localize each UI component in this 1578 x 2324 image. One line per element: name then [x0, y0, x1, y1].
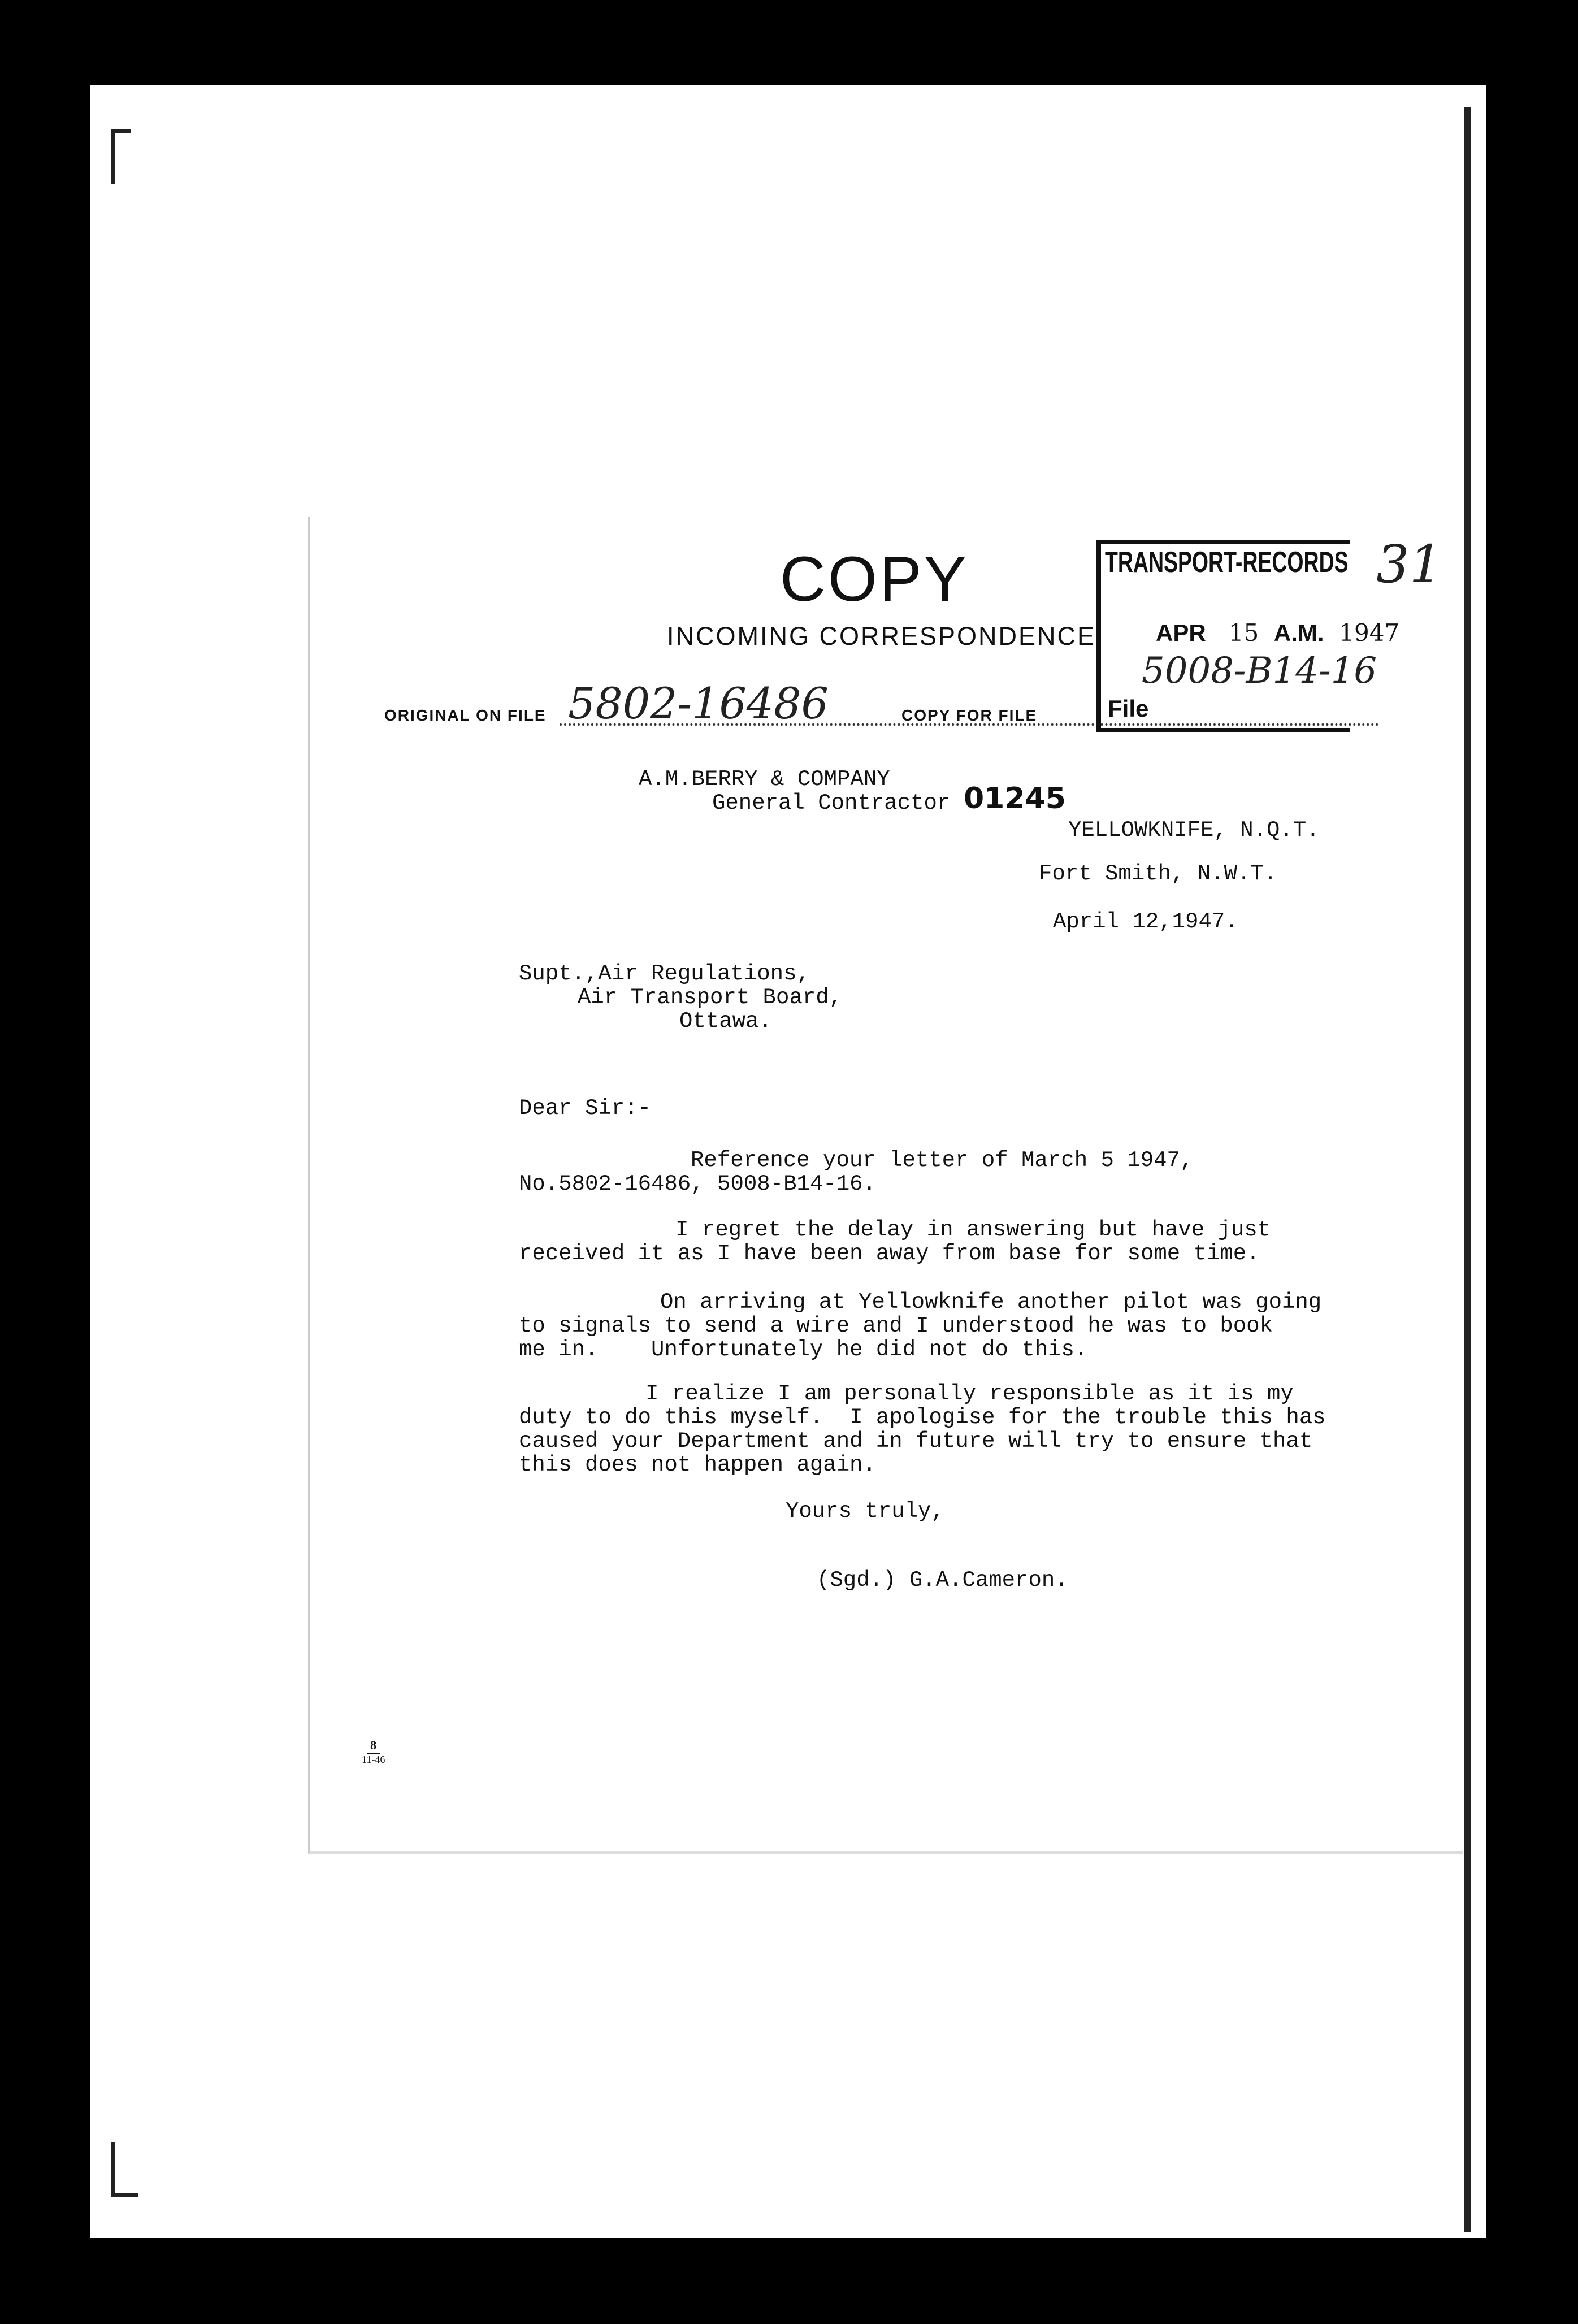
stamp-file-number: 5008-B14-16 — [1142, 650, 1377, 692]
paragraph-2-line-1: I regret the delay in answering but have just — [675, 1217, 1271, 1242]
paragraph-1-line-1: Reference your letter of March 5 1947, — [691, 1148, 1194, 1173]
paragraph-4-line-2: duty to do this myself. I apologise for the trouble this has — [519, 1405, 1326, 1430]
stamp-year: 1947 — [1339, 619, 1400, 647]
company-name: A.M.BERRY & COMPANY — [639, 767, 890, 792]
form-date: 11-46 — [362, 1754, 385, 1765]
paragraph-3-line-2: to signals to send a wire and I understood he was to book — [519, 1313, 1273, 1338]
page-right-edge — [1464, 107, 1471, 2232]
salutation: Dear Sir:- — [519, 1096, 652, 1121]
stamp-day: 15 — [1228, 619, 1259, 647]
form-code — [362, 1738, 385, 1766]
stamp-date — [1156, 619, 1399, 647]
paragraph-3-line-1: On arriving at Yellowknife another pilot was going — [660, 1290, 1322, 1315]
original-on-file-label: ORIGINAL ON FILE — [384, 706, 547, 724]
reference-number: 01245 — [964, 782, 1066, 816]
recipient-line-2: Air Transport Board, — [578, 985, 843, 1010]
original-on-file-value: 5802-16486 — [568, 678, 829, 729]
paragraph-1-line-2: No.5802-16486, 5008-B14-16. — [519, 1172, 876, 1196]
stamp-month: APR — [1156, 619, 1206, 646]
company-subtitle: General Contractor — [712, 791, 951, 816]
page-number: 31 — [1376, 534, 1443, 595]
form-title: COPY — [780, 544, 969, 614]
recipient-line-1: Supt.,Air Regulations, — [519, 961, 810, 986]
form-subtitle: INCOMING CORRESPONDENCE — [667, 622, 1096, 651]
signature: (Sgd.) G.A.Cameron. — [817, 1568, 1068, 1593]
paragraph-3-line-3: me in. Unfortunately he did not do this. — [519, 1337, 1088, 1362]
crop-mark-top-left — [111, 129, 131, 184]
copy-for-file-label: COPY FOR FILE — [901, 706, 1038, 724]
stamp-file-label: File — [1108, 695, 1149, 722]
stamp-ampm: A.M. — [1273, 619, 1324, 646]
paragraph-4-line-3: caused your Department and in future will try to ensure that — [519, 1429, 1313, 1454]
location-line-2: Fort Smith, N.W.T. — [1039, 861, 1277, 886]
stamp-title: TRANSPORT-RECORDS — [1105, 546, 1349, 579]
paragraph-4-line-4: this does not happen again. — [519, 1452, 876, 1477]
paragraph-2-line-2: received it as I have been away from base for some time. — [519, 1241, 1260, 1266]
location-line-1: YELLOWKNIFE, N.Q.T. — [1068, 818, 1320, 843]
crop-mark-bottom-left — [111, 2142, 138, 2197]
paragraph-4-line-1: I realize I am personally responsible as it is my — [645, 1381, 1294, 1406]
letter-date: April 12,1947. — [1053, 909, 1238, 934]
recipient-line-3: Ottawa. — [679, 1009, 772, 1034]
form-number: 8 — [367, 1738, 380, 1754]
closing: Yours truly, — [786, 1499, 944, 1524]
